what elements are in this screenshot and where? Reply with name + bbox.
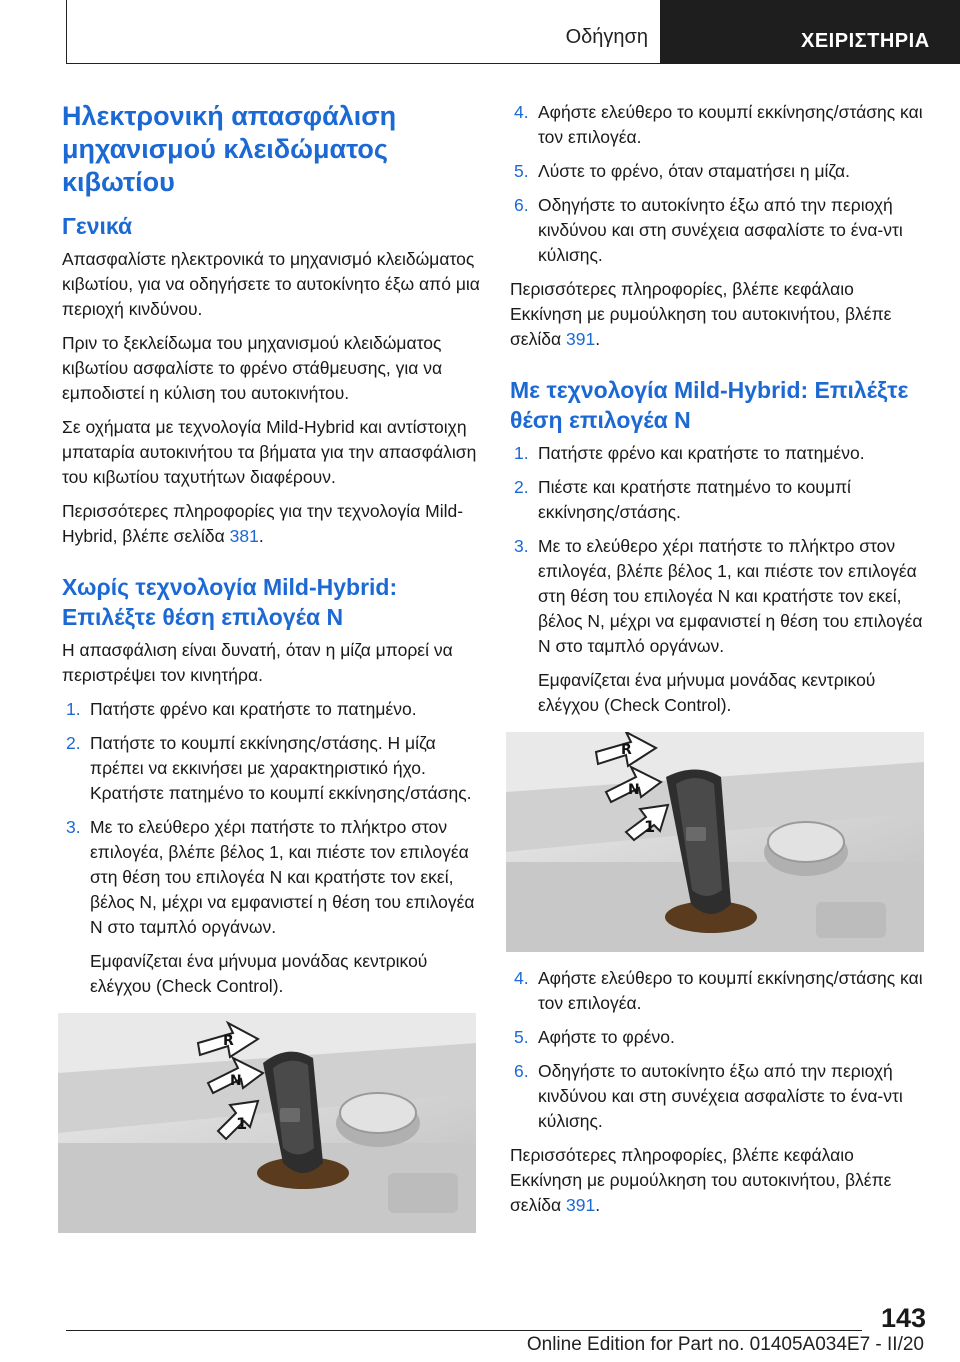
left-column: [62, 100, 482, 1247]
page-title: Ηλεκτρονική απασφάλιση μηχανισμού κλειδώματος κιβωτίου: [62, 101, 397, 197]
steps-list: [62, 697, 482, 999]
header-section: Οδήγηση: [565, 26, 648, 48]
step-text: Πατήστε φρένο και κρατήστε το πατημένο.: [538, 443, 865, 463]
step-text: Πατήστε φρένο και κρατήστε το πατημένο.: [90, 699, 417, 719]
step-text: Πιέστε και κρατήστε πατημένο το κουμπί εκκίνησης/στάσης.: [538, 477, 851, 522]
page-link[interactable]: 381: [229, 526, 259, 546]
step-number: 1.: [514, 443, 529, 463]
footer-rule: [66, 1330, 862, 1331]
gear-selector-illustration: [506, 732, 924, 952]
figure-label-r: R: [621, 742, 632, 758]
paragraph: Η απασφάλιση είναι δυνατή, όταν η μίζα μπορεί να περιστρέψει τον κινητήρα.: [62, 640, 453, 685]
step-number: 1.: [66, 699, 81, 719]
paragraph-text: Περισσότερες πληροφορίες, βλέπε κεφάλαιο Εκκίνηση με ρυμούλκηση του αυτοκινήτου, βλέπε σελίδα: [510, 279, 892, 349]
paragraph: Απασφαλίστε ηλεκτρονικά το μηχανισμό κλειδώματος κιβωτίου, για να οδηγήσετε το αυτοκίνητο έξω από μια περιοχή κινδύνου.: [62, 249, 480, 319]
list-item: [62, 697, 482, 722]
step-text: Οδηγήστε το αυτοκίνητο έξω από την περιοχή κινδύνου και στη συνέχεια ασφαλίστε το ένα-ντι κύλισης.: [538, 1061, 903, 1131]
list-item: [510, 966, 928, 1016]
step-number: 3.: [66, 817, 81, 837]
section-heading-with-hybrid: Με τεχνολογία Mild-Hybrid: Επιλέξτε θέση επιλογέα N: [510, 377, 909, 433]
step-note: Εμφανίζεται ένα μήνυμα μονάδας κεντρικού ελέγχου (Check Control).: [538, 670, 876, 715]
list-item: [510, 475, 928, 525]
gear-selector-illustration: [58, 1013, 476, 1233]
step-text: Λύστε το φρένο, όταν σταματήσει η μίζα.: [538, 161, 850, 181]
list-item: [510, 534, 928, 718]
paragraph: Περισσότερες πληροφορίες για την τεχνολογία Mild-Hybrid, βλέπε σελίδα 381.: [62, 501, 464, 546]
steps-list: [510, 441, 928, 718]
page-link[interactable]: 391: [565, 329, 596, 349]
header-chapter-label: ΧΕΙΡΙΣΤΗΡΙΑ: [801, 30, 930, 52]
paragraph-text: Περισσότερες πληροφορίες για την τεχνολογία Mild-Hybrid, βλέπε σελίδα: [62, 501, 464, 546]
step-number: 2.: [514, 477, 529, 497]
list-item: [510, 100, 928, 150]
step-text: Με το ελεύθερο χέρι πατήστε το πλήκτρο στον επιλογέα, βλέπε βέλος 1, και πιέστε τον επιλογέα στη θέση του επιλογέα N και κρατήστε τον εκεί, βέλος N, μέχρι να εμφανιστεί η θέση του επιλογέα N στο ταμπλό οργάνων.: [90, 817, 475, 937]
step-text: Με το ελεύθερο χέρι πατήστε το πλήκτρο στον επιλογέα, βλέπε βέλος 1, και πιέστε τον επιλογέα στη θέση του επιλογέα N και κρατήστε τον εκεί, βέλος N, μέχρι να εμφανιστεί η θέση του επιλογέα N στο ταμπλό οργάνων.: [538, 536, 923, 656]
list-item: [510, 193, 928, 268]
paragraph: Περισσότερες πληροφορίες, βλέπε κεφάλαιο Εκκίνηση με ρυμούλκηση του αυτοκινήτου, βλέπε σελίδα 391.: [510, 279, 892, 349]
footer-edition: Online Edition for Part no. 01405A034E7 - II/20: [526, 1334, 924, 1355]
general-heading: Γενικά: [62, 213, 133, 239]
step-number: 6.: [514, 195, 529, 215]
header-chapter-tab[interactable]: [660, 0, 960, 64]
paragraph: Περισσότερες πληροφορίες, βλέπε κεφάλαιο Εκκίνηση με ρυμούλκηση του αυτοκινήτου, βλέπε σελίδα 391.: [510, 1145, 892, 1215]
figure-label-n: N: [628, 782, 640, 798]
step-number: 5.: [514, 161, 529, 181]
header-rule-vertical: [66, 0, 67, 64]
step-number: 5.: [514, 1027, 529, 1047]
step-text: Αφήστε ελεύθερο το κουμπί εκκίνησης/στάσης και τον επιλογέα.: [538, 102, 923, 147]
gear-selector-photo: [506, 732, 924, 952]
step-number: 6.: [514, 1061, 529, 1081]
list-item: [510, 1059, 928, 1134]
steps-list: [510, 966, 928, 1134]
figure-label-n: N: [230, 1073, 242, 1089]
paragraph-text: Περισσότερες πληροφορίες, βλέπε κεφάλαιο Εκκίνηση με ρυμούλκηση του αυτοκινήτου, βλέπε σελίδα: [510, 1145, 892, 1215]
list-item: [62, 815, 482, 999]
figure-label-r: R: [223, 1033, 234, 1049]
step-number: 2.: [66, 733, 81, 753]
gear-selector-photo: [58, 1013, 476, 1233]
figure-label-1: 1: [644, 817, 656, 836]
step-number: 4.: [514, 102, 529, 122]
list-item: [62, 731, 482, 806]
list-item: [510, 159, 928, 184]
step-text: Αφήστε ελεύθερο το κουμπί εκκίνησης/στάσης και τον επιλογέα.: [538, 968, 923, 1013]
section-heading-without-hybrid: Χωρίς τεχνολογία Mild-Hybrid: Επιλέξτε θέση επιλογέα N: [62, 574, 398, 630]
step-number: 3.: [514, 536, 529, 556]
list-item: [510, 441, 928, 466]
page-link[interactable]: 391: [565, 1195, 596, 1215]
list-item: [510, 1025, 928, 1050]
right-column: [510, 100, 928, 1227]
header-rule-horizontal: [66, 63, 660, 64]
paragraph: Πριν το ξεκλείδωμα του μηχανισμού κλειδώματος κιβωτίου ασφαλίστε το φρένο στάθμευσης, για να εμποδιστεί η κύλιση του αυτοκινήτου.: [62, 333, 443, 403]
steps-list: [510, 100, 928, 268]
page-number: 143: [880, 1303, 926, 1333]
step-text: Οδηγήστε το αυτοκίνητο έξω από την περιοχή κινδύνου και στη συνέχεια ασφαλίστε το ένα-ντι κύλισης.: [538, 195, 903, 265]
step-note: Εμφανίζεται ένα μήνυμα μονάδας κεντρικού ελέγχου (Check Control).: [90, 951, 428, 996]
step-text: Αφήστε το φρένο.: [538, 1027, 675, 1047]
figure-label-1: 1: [236, 1114, 248, 1133]
step-text: Πατήστε το κουμπί εκκίνησης/στάσης. Η μίζα πρέπει να εκκινήσει με χαρακτηριστικό ήχο. Κρατήστε πατημένο το κουμπί εκκίνησης/στάσης.: [90, 733, 472, 803]
step-number: 4.: [514, 968, 529, 988]
paragraph: Σε οχήματα με τεχνολογία Mild-Hybrid και αντίστοιχη μπαταρία αυτοκινήτου τα βήματα για την απασφάλιση του κιβωτίου ταχυτήτων διαφέρουν.: [62, 417, 477, 487]
